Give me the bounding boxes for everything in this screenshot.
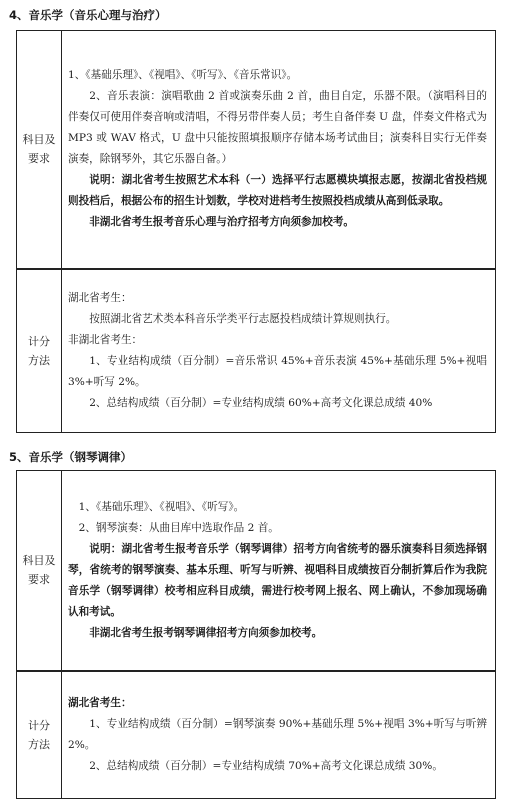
method-label-line1: 计分: [28, 718, 50, 732]
method-label-line2: 方法: [28, 737, 50, 751]
method-row: [17, 269, 496, 433]
method-content-cell: [62, 269, 496, 433]
section-5-table: [16, 470, 496, 799]
subjects-line-2: 2、钢琴演奏：从曲目库中选取作品 2 首。: [78, 521, 279, 534]
hubei-note: 说明：湖北省考生报考音乐学（钢琴调律）招考方向省统考的器乐演奏科目须选择钢琴，省统考的钢琴演奏、基本乐理、听写与听辨、视唱科目成绩按百分制折算后作为我院音乐学（钢琴调律）校考相应科目成绩，需进行校考网上报名、网上确认，不参加现场确认和考试。: [68, 542, 487, 618]
subjects-label-line1: 科目及: [22, 554, 56, 568]
method-label-cell: [17, 671, 62, 799]
subjects-label-cell: [17, 471, 62, 671]
subjects-label-cell: [17, 31, 62, 269]
method-content-cell: [62, 671, 496, 799]
non-hubei-note: 非湖北省考生报考音乐心理与治疗招考方向须参加校考。: [89, 216, 355, 229]
hubei-note: 说明：湖北省考生按照艺术本科（一）选择平行志愿模块填报志愿，按湖北省投档规则投档后，根据公布的招生计划数，学校对进档考生按照投档成绩从高到低录取。: [68, 174, 487, 208]
subjects-label-line2: 要求: [28, 573, 50, 587]
section-4-title: 4、音乐学（音乐心理与治疗）: [9, 8, 167, 22]
non-hubei-note: 非湖北省考生报考钢琴调律招考方向须参加校考。: [89, 626, 323, 639]
subjects-line-1: 1、《基础乐理》、《视唱》、《听写》、《音乐常识》。: [68, 69, 298, 82]
subjects-content-cell: [62, 471, 496, 671]
section-5-title: 5、音乐学（钢琴调律）: [9, 450, 133, 464]
method-row: [17, 671, 496, 799]
subjects-line-1: 1、《基础乐理》、《视唱》、《听写》。: [78, 500, 245, 513]
subjects-label-line1: 科目及: [22, 133, 56, 147]
score-formula-1: 1、专业结构成绩（百分制）=音乐常识 45%+音乐表演 45%+基础乐理 5%+视唱 3%+听写 2%。: [68, 354, 487, 388]
non-hubei-heading: 非湖北省考生：: [68, 333, 143, 346]
method-label-cell: [17, 269, 62, 433]
score-formula-2: 2、总结构成绩（百分制）=专业结构成绩 60%+高考文化课总成绩 40%: [89, 396, 433, 409]
method-label-line1: 计分: [28, 334, 50, 348]
hubei-heading: 湖北省考生：: [68, 696, 132, 709]
score-formula-1: 1、专业结构成绩（百分制）=钢琴演奏 90%+基础乐理 5%+视唱 3%+听写与听辨 2%。: [68, 717, 487, 751]
subjects-row: [17, 31, 496, 269]
score-formula-2: 2、总结构成绩（百分制）=专业结构成绩 70%+高考文化课总成绩 30%。: [89, 759, 443, 772]
subjects-label-line2: 要求: [28, 152, 50, 166]
subjects-line-2: 2、音乐表演：演唱歌曲 2 首或演奏乐曲 2 首，曲目自定，乐器不限。（演唱科目的伴奏仅可使用伴奏音响或清唱，不得另带伴奏人员；考生自备伴奏 U 盘，伴奏文件格式为 MP3 或 WAV 格式，U 盘中只能按照填报顺序存储本场考试曲目；演奏科目实行无伴奏演奏，除钢琴外，其它乐器自备。）: [68, 90, 487, 166]
hubei-rule: 按照湖北省艺术类本科音乐学类平行志愿投档成绩计算规则执行。: [89, 312, 397, 325]
method-label-line2: 方法: [28, 353, 50, 367]
hubei-heading: 湖北省考生：: [68, 291, 132, 304]
subjects-row: [17, 471, 496, 671]
section-4-table: [16, 30, 496, 433]
subjects-content-cell: [62, 31, 496, 269]
